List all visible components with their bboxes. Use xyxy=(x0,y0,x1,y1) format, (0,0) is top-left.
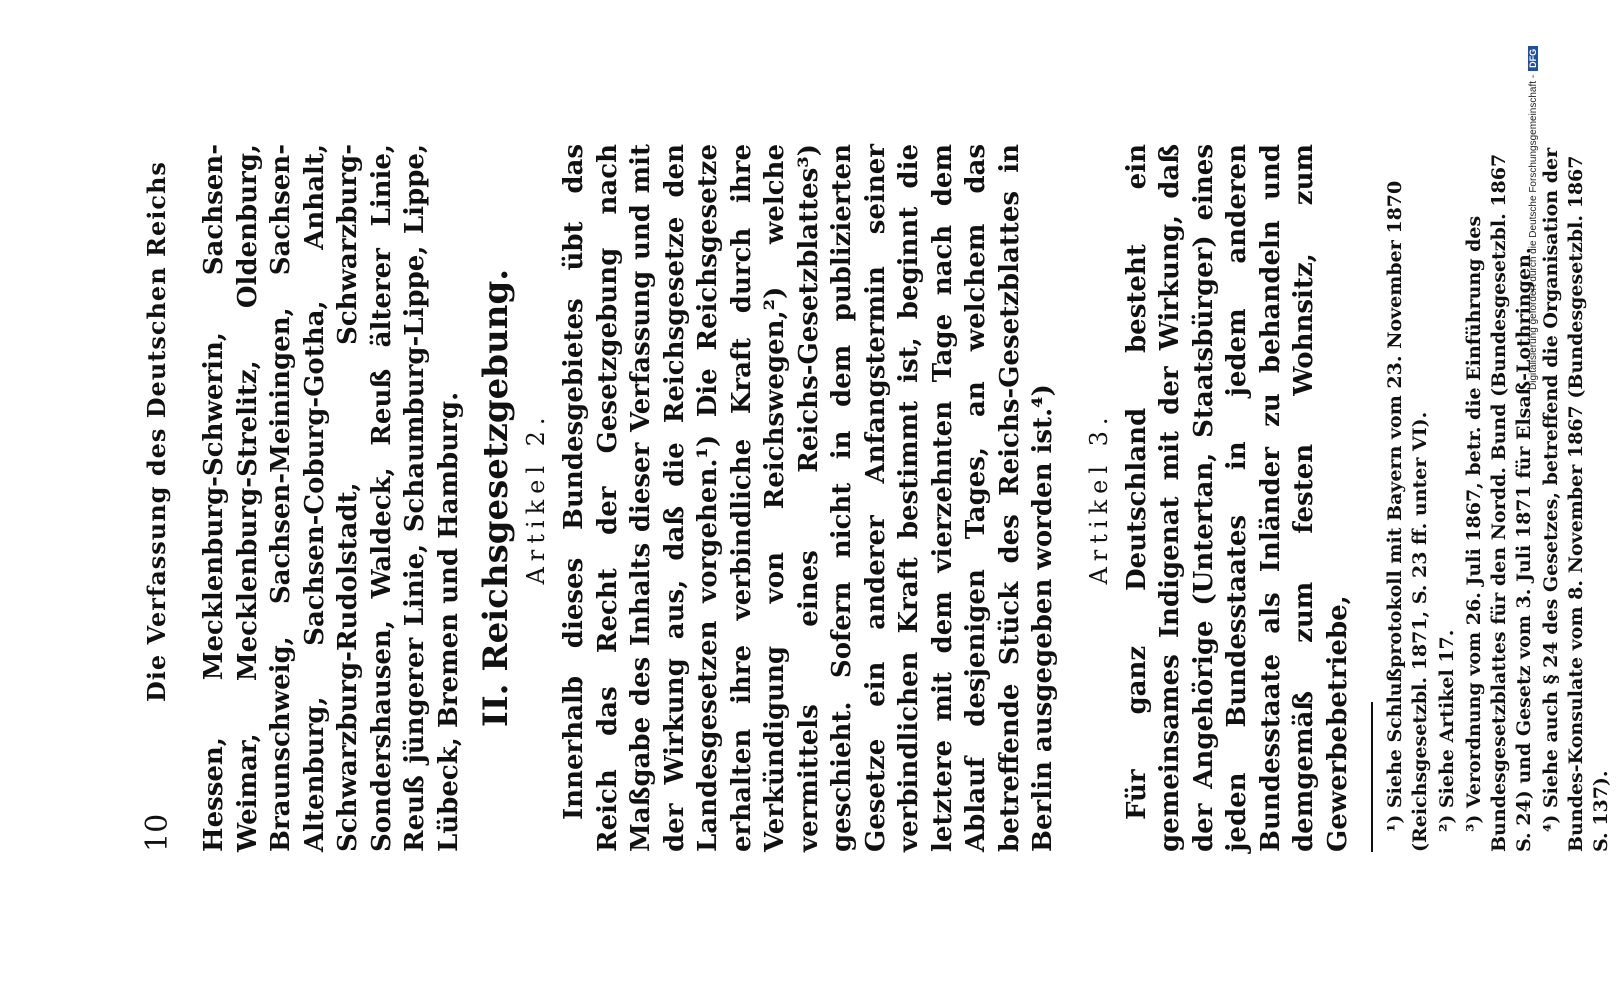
footnote-2: ²) Siehe Artikel 17. xyxy=(1436,629,1458,832)
running-title: Die Verfassung des Deutschen Reichs xyxy=(142,161,171,702)
footnote-1: ¹) Siehe Schlußprotokoll mit Bayern vom 23. November 1870 (Reichsgesetzbl. 1871, S. 23 ff. unter VI). xyxy=(1384,180,1431,852)
intro-paragraph: Hessen, Mecklenburg-Schwerin, Sachsen-Weimar, Mecklenburg-Strelitz, Oldenburg, Braunschweig, Sachsen-Meiningen, Sachsen-Altenburg, Sachsen-Coburg-Gotha, Anhalt, Schwarzburg-Rudolstadt, Schwarzburg-Sondershausen, Waldeck, Reuß älterer Linie, Reuß jüngerer Linie, Schaumburg-Lippe, Lippe, Lübeck, Bremen und Hamburg. xyxy=(199,144,464,852)
article-2-heading: Artikel 2. xyxy=(522,411,550,585)
page-number: 10 xyxy=(140,813,175,852)
digitization-credit xyxy=(1528,0,1544,1000)
article-3-body: Für ganz Deutschland besteht ein gemeinsames Indigenat mit der Wirkung, daß der Angehörige (Untertan, Staatsbürger) eines jeden Bundesstaates in jedem anderen Bundesstaate als Inländer zu behandeln und demgemäß zum festen Wohnsitz, zum Gewerbebetriebe, xyxy=(1121,144,1353,852)
credit-text: Digitalisierung gefördert durch die Deutsche Forschungsgemeinschaft - xyxy=(1528,74,1539,390)
dfg-logo: DFG xyxy=(1528,46,1538,71)
page-content xyxy=(140,144,1616,852)
footnotes xyxy=(1383,144,1614,852)
footnote-rule xyxy=(1371,702,1373,852)
article-3-heading: Artikel 3. xyxy=(1084,411,1113,585)
footnote-4: ⁴) Siehe auch § 24 des Gesetzes, betreffend die Organisation der Bundes-Konsulate vom 8. November 1867 (Bundesgesetzbl. 1867 S. 137). xyxy=(1540,147,1612,852)
running-head xyxy=(140,144,180,852)
footnote-3: ³) Verordnung vom 26. Juli 1867, betr. die Einführung des Bundesgesetzblattes für den Nordd. Bund (Bundesgesetzbl. 1867 S. 24) und Gesetz vom 3. Juli 1871 für Elsaß-Lothringen. xyxy=(1463,153,1535,852)
credit-line xyxy=(1528,46,1539,390)
section-heading: II. Reichsgesetzgebung. xyxy=(476,268,516,728)
article-2-body: Innerhalb dieses Bundesgebietes übt das Reich das Recht der Gesetzgebung nach Maßgabe des Inhalts dieser Verfassung und mit der Wirkung aus, daß die Reichsgesetze den Landesgesetzen vorgehen.¹) Die Reichsgesetze erhalten ihre verbindliche Kraft durch ihre Verkündigung von Reichswegen,²) welche vermittels eines Reichs-Gesetzblattes³) geschieht. Sofern nicht in dem publizierten Gesetze ein anderer Anfangstermin seiner verbindlichen Kraft bestimmt ist, beginnt die letztere mit dem vierzehnten Tage nach dem Ablauf desjenigen Tages, an welchem das betreffende Stück des Reichs-Gesetzblattes in Berlin ausgegeben worden ist.⁴) xyxy=(559,144,1058,852)
